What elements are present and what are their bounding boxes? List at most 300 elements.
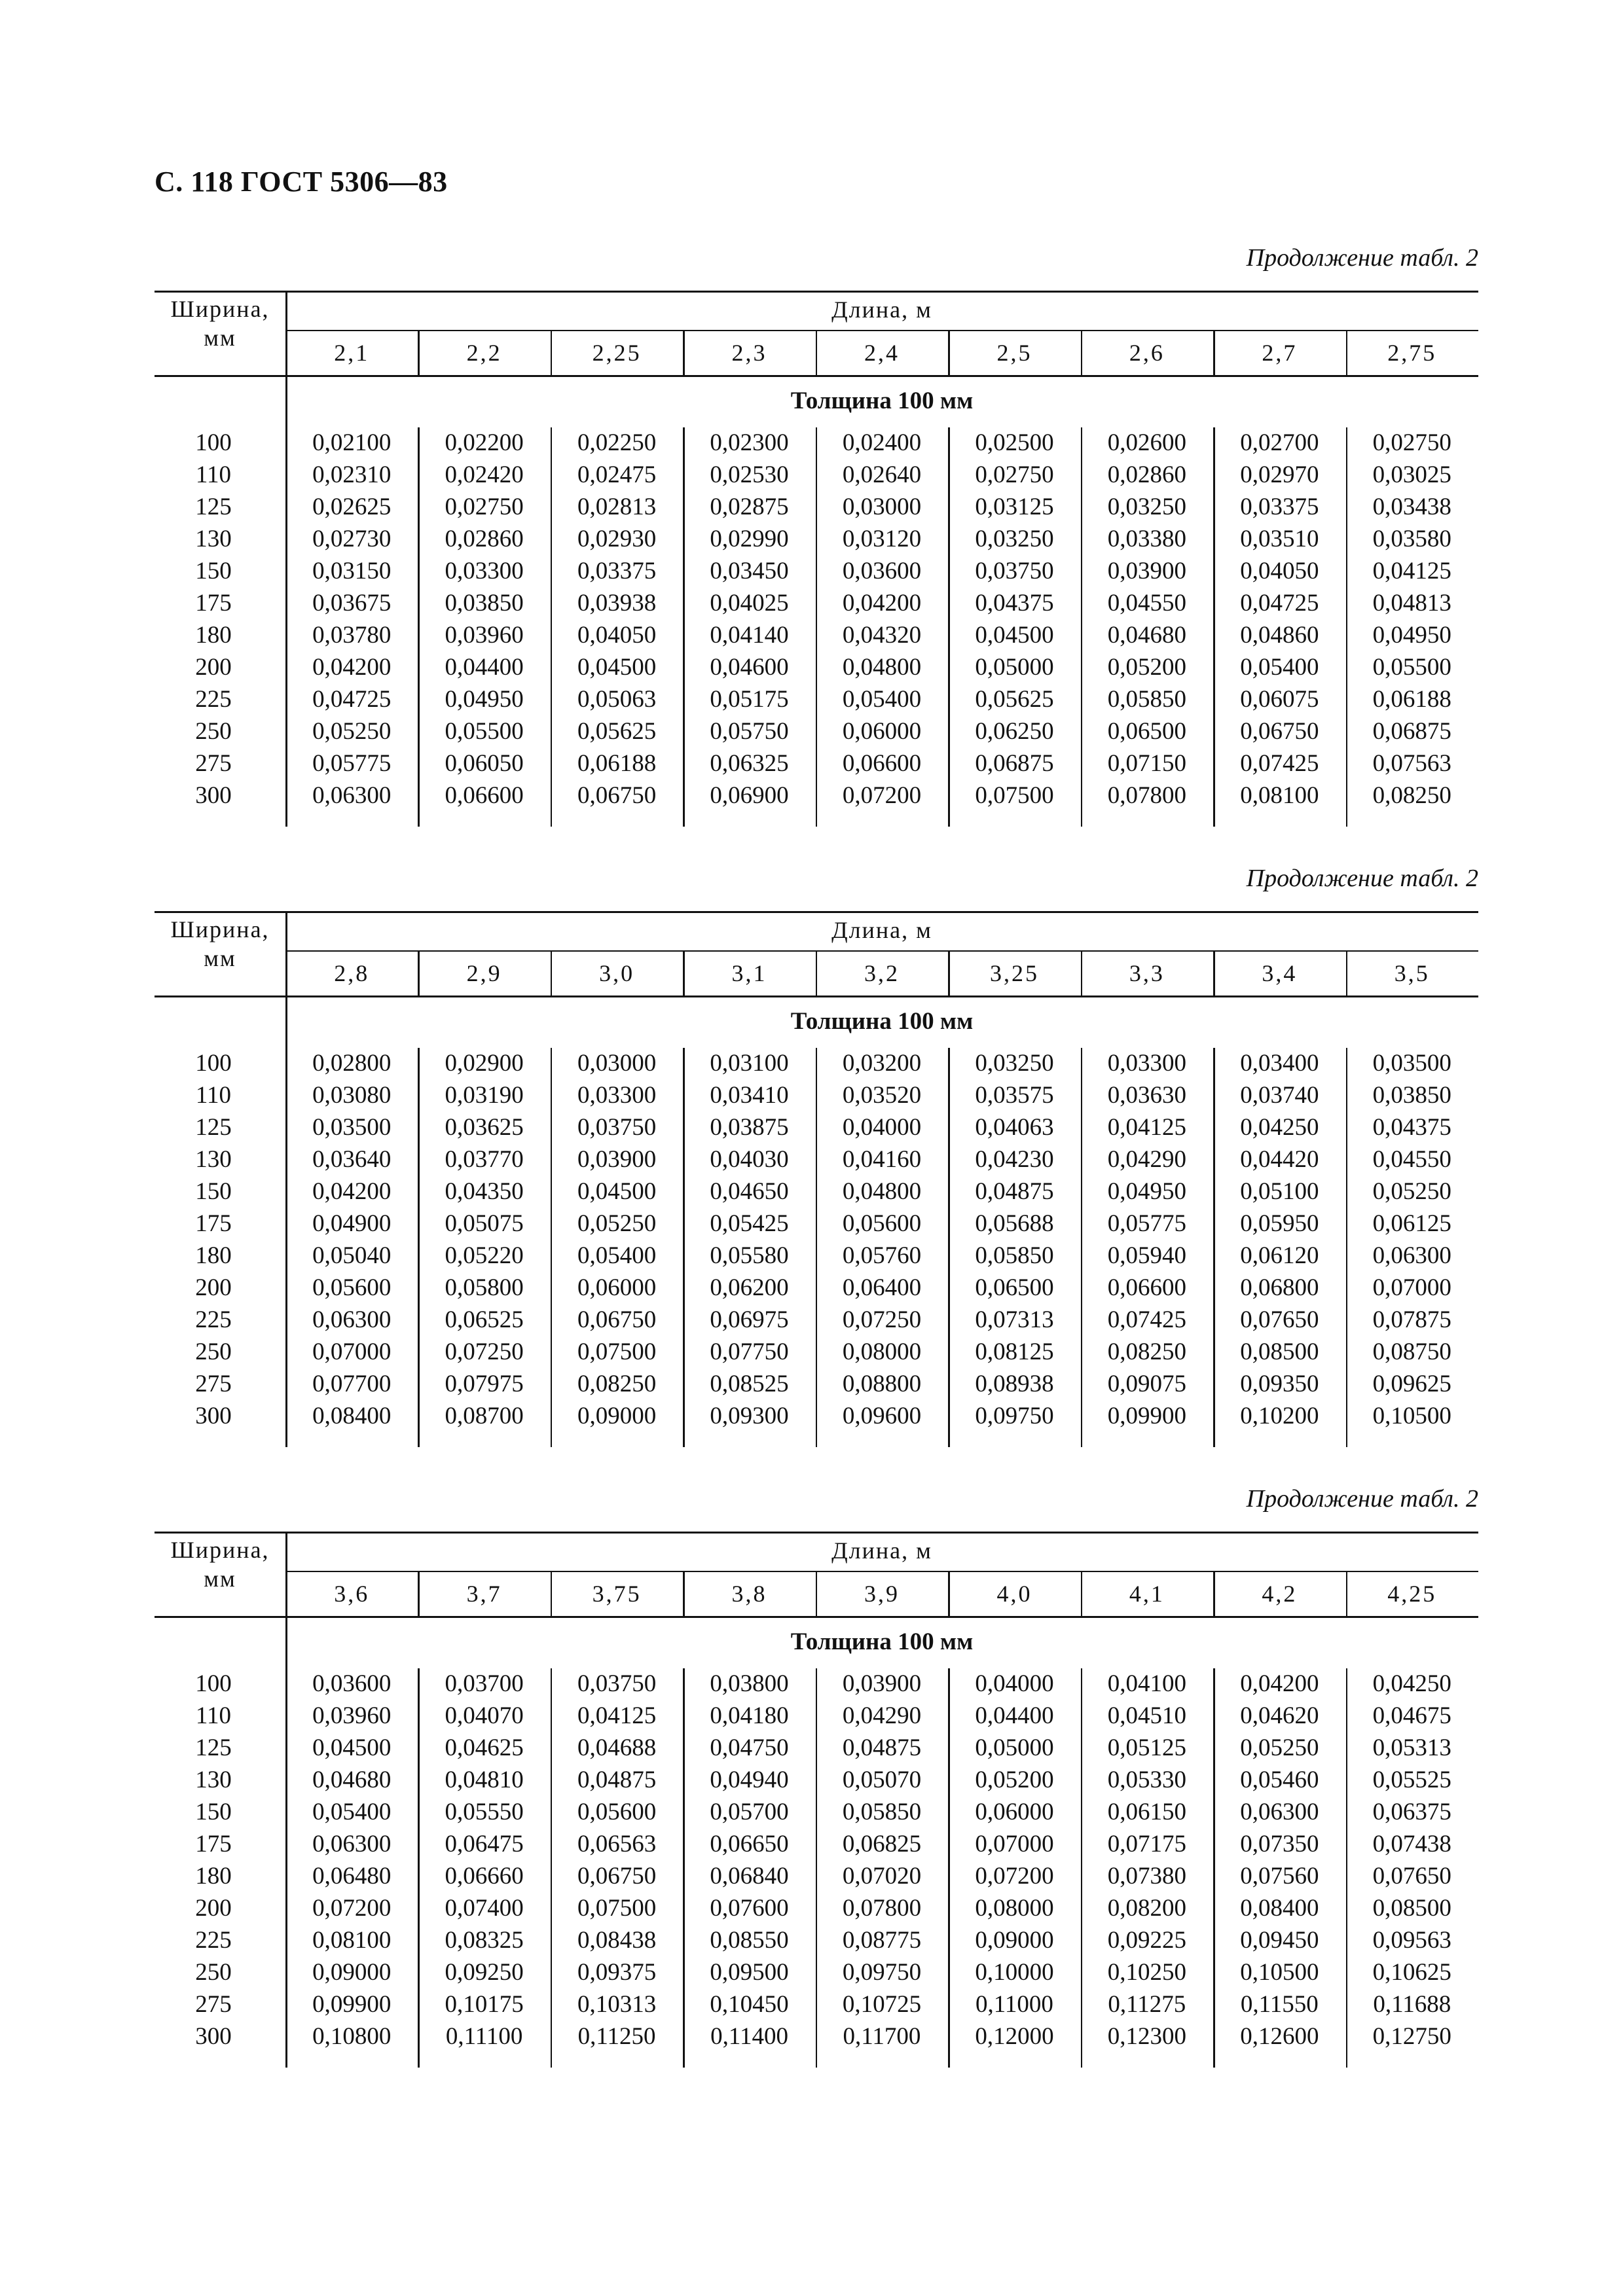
table-cell: 0,04030 [710, 1146, 789, 1173]
table-cell: 0,05175 [710, 686, 789, 713]
table-cell: 0,06600 [445, 782, 524, 809]
table-cell: 0,03960 [445, 622, 524, 649]
table-cell: 0,06750 [1240, 718, 1319, 745]
table-cell: 0,08000 [975, 1895, 1054, 1922]
row-label: 150 [195, 1799, 232, 1825]
table-cell: 0,04875 [577, 1767, 657, 1793]
table-cell: 0,05075 [445, 1210, 524, 1237]
row-label: 150 [195, 558, 232, 584]
table-cell: 0,08250 [1372, 782, 1451, 809]
table-cell: 0,03750 [577, 1670, 657, 1697]
table-cell: 0,08200 [1107, 1895, 1186, 1922]
table-cell: 0,09750 [842, 1959, 922, 1986]
table-cell: 0,03410 [710, 1082, 789, 1109]
table-cell: 0,04050 [577, 622, 657, 649]
data-table [155, 911, 1478, 1435]
column-header: 3,3 [1129, 960, 1165, 986]
table-cell: 0,07600 [710, 1895, 789, 1922]
table-cell: 0,04625 [445, 1734, 524, 1761]
table-cell: 0,05760 [842, 1242, 922, 1269]
table-cell: 0,02930 [577, 526, 657, 552]
table-cell: 0,04350 [445, 1178, 524, 1205]
table-top-rule [155, 291, 1478, 293]
table-cell: 0,04550 [1372, 1146, 1451, 1173]
column-header: 3,9 [864, 1581, 900, 1607]
table-cell: 0,12000 [975, 2023, 1054, 2050]
table-cell: 0,02250 [577, 429, 657, 456]
table-cell: 0,06000 [842, 718, 922, 745]
table-cell: 0,03780 [312, 622, 392, 649]
table-cell: 0,03960 [312, 1702, 392, 1729]
table-cell: 0,09375 [577, 1959, 657, 1986]
table-cell: 0,07560 [1240, 1863, 1319, 1890]
table-cell: 0,10175 [445, 1991, 524, 2018]
table-cell: 0,04813 [1372, 590, 1451, 617]
table-cell: 0,06500 [975, 1274, 1054, 1301]
table-cell: 0,08400 [1240, 1895, 1319, 1922]
table-cell: 0,03750 [577, 1114, 657, 1141]
table-cell: 0,09000 [577, 1403, 657, 1429]
table-cell: 0,08100 [312, 1927, 392, 1954]
table-cell: 0,12300 [1107, 2023, 1186, 2050]
table-cell: 0,09563 [1372, 1927, 1451, 1954]
row-label: 180 [195, 622, 232, 649]
table-cell: 0,04100 [1107, 1670, 1186, 1697]
table-cell: 0,05600 [842, 1210, 922, 1237]
table-cell: 0,03900 [1107, 558, 1186, 584]
table-cell: 0,04125 [577, 1702, 657, 1729]
column-header: 4,1 [1129, 1581, 1165, 1607]
length-header: Длина, м [831, 1537, 932, 1564]
column-header: 2,3 [731, 340, 767, 366]
table-cell: 0,04160 [842, 1146, 922, 1173]
table-cell: 0,12750 [1372, 2023, 1451, 2050]
table-cell: 0,06900 [710, 782, 789, 809]
row-label: 200 [195, 1274, 232, 1301]
table-cell: 0,08125 [975, 1338, 1054, 1365]
table-cell: 0,04650 [710, 1178, 789, 1205]
table-cell: 0,08400 [312, 1403, 392, 1429]
table-cell: 0,05250 [312, 718, 392, 745]
column-header: 2,25 [592, 340, 642, 366]
table-cell: 0,04200 [312, 654, 392, 681]
table-cell: 0,04550 [1107, 590, 1186, 617]
table-cell: 0,04025 [710, 590, 789, 617]
table-cell: 0,04950 [1372, 622, 1451, 649]
table-cell: 0,05775 [312, 750, 392, 777]
table-cell: 0,05600 [577, 1799, 657, 1825]
table-cell: 0,03025 [1372, 461, 1451, 488]
row-label: 275 [195, 750, 232, 777]
table-cell: 0,06475 [445, 1831, 524, 1857]
row-label: 175 [195, 1831, 232, 1857]
table-cell: 0,02900 [445, 1050, 524, 1077]
table-cell: 0,08000 [842, 1338, 922, 1365]
table-cell: 0,03900 [842, 1670, 922, 1697]
table-cell: 0,03900 [577, 1146, 657, 1173]
table-cell: 0,04140 [710, 622, 789, 649]
table-cell: 0,08100 [1240, 782, 1319, 809]
table-cell: 0,06300 [312, 1306, 392, 1333]
table-cell: 0,06525 [445, 1306, 524, 1333]
table-cell: 0,02530 [710, 461, 789, 488]
table-cell: 0,06125 [1372, 1210, 1451, 1237]
table-cell: 0,04860 [1240, 622, 1319, 649]
length-header-rule [285, 1571, 1478, 1572]
column-header: 3,5 [1394, 960, 1430, 986]
table-cell: 0,03850 [1372, 1082, 1451, 1109]
table-cell: 0,05750 [710, 718, 789, 745]
table-cell: 0,03500 [1372, 1050, 1451, 1077]
table-cell: 0,04680 [312, 1767, 392, 1793]
table-cell: 0,07200 [975, 1863, 1054, 1890]
row-label: 225 [195, 686, 232, 713]
table-cell: 0,04250 [1240, 1114, 1319, 1141]
row-label: 110 [195, 461, 232, 488]
column-header: 2,7 [1262, 340, 1298, 366]
table-cell: 0,07700 [312, 1371, 392, 1397]
table-cell: 0,05400 [842, 686, 922, 713]
table-cell: 0,06250 [975, 718, 1054, 745]
row-label: 130 [195, 526, 232, 552]
table-cell: 0,05200 [1107, 654, 1186, 681]
table-cell: 0,03600 [312, 1670, 392, 1697]
table-cell: 0,03625 [445, 1114, 524, 1141]
table-cell: 0,03750 [975, 558, 1054, 584]
table-cell: 0,05220 [445, 1242, 524, 1269]
table-cell: 0,07425 [1240, 750, 1319, 777]
table-cell: 0,06150 [1107, 1799, 1186, 1825]
table-cell: 0,06800 [1240, 1274, 1319, 1301]
table-cell: 0,03510 [1240, 526, 1319, 552]
table-cell: 0,06000 [975, 1799, 1054, 1825]
table-cell: 0,07875 [1372, 1306, 1451, 1333]
column-header: 4,0 [996, 1581, 1032, 1607]
table-cell: 0,05850 [1107, 686, 1186, 713]
table-cell: 0,04725 [312, 686, 392, 713]
table-cell: 0,11000 [975, 1991, 1053, 2018]
width-header: Ширина, мм [170, 916, 270, 971]
table-cell: 0,02813 [577, 493, 657, 520]
row-label: 130 [195, 1767, 232, 1793]
table-cell: 0,02875 [710, 493, 789, 520]
table-cell: 0,10725 [842, 1991, 922, 2018]
table-cell: 0,03375 [1240, 493, 1319, 520]
table-cell: 0,04250 [1372, 1670, 1451, 1697]
table-cell: 0,04400 [975, 1702, 1054, 1729]
table-cell: 0,03740 [1240, 1082, 1319, 1109]
table-cell: 0,05700 [710, 1799, 789, 1825]
table-cell: 0,09000 [312, 1959, 392, 1986]
table-cell: 0,10450 [710, 1991, 789, 2018]
continuation-caption: Продолжение табл. 2 [1246, 865, 1478, 892]
table-cell: 0,04050 [1240, 558, 1319, 584]
table-cell: 0,07500 [975, 782, 1054, 809]
table-cell: 0,08938 [975, 1371, 1054, 1397]
table-cell: 0,03575 [975, 1082, 1054, 1109]
table-cell: 0,06825 [842, 1831, 922, 1857]
table-cell: 0,02400 [842, 429, 922, 456]
table-cell: 0,08500 [1372, 1895, 1451, 1922]
continuation-caption: Продолжение табл. 2 [1246, 1485, 1478, 1513]
table-cell: 0,05063 [577, 686, 657, 713]
table-cell: 0,06750 [577, 782, 657, 809]
table-cell: 0,08775 [842, 1927, 922, 1954]
table-cell: 0,03125 [975, 493, 1054, 520]
table-cell: 0,05500 [445, 718, 524, 745]
column-header: 2,9 [466, 960, 502, 986]
table-cell: 0,03500 [312, 1114, 392, 1141]
table-cell: 0,08800 [842, 1371, 922, 1397]
table-cell: 0,07250 [842, 1306, 922, 1333]
table-cell: 0,11550 [1240, 1991, 1319, 2018]
table-cell: 0,05400 [577, 1242, 657, 1269]
table-cell: 0,04290 [842, 1702, 922, 1729]
table-cell: 0,06750 [577, 1306, 657, 1333]
table-cell: 0,05200 [975, 1767, 1054, 1793]
table-cell: 0,03300 [445, 558, 524, 584]
table-cell: 0,04688 [577, 1734, 657, 1761]
table-cell: 0,07438 [1372, 1831, 1451, 1857]
table-cell: 0,03675 [312, 590, 392, 617]
table-cell: 0,04500 [577, 1178, 657, 1205]
table-cell: 0,04500 [577, 654, 657, 681]
table-cell: 0,02860 [1107, 461, 1186, 488]
header-bottom-rule [155, 1616, 1478, 1618]
table-cell: 0,05460 [1240, 1767, 1319, 1793]
table-cell: 0,04125 [1372, 558, 1451, 584]
table-cell: 0,03250 [1107, 493, 1186, 520]
table-cell: 0,06660 [445, 1863, 524, 1890]
table-cell: 0,07800 [1107, 782, 1186, 809]
table-cell: 0,06075 [1240, 686, 1319, 713]
table-cell: 0,12600 [1240, 2023, 1319, 2050]
table-cell: 0,06875 [975, 750, 1054, 777]
table-cell: 0,04230 [975, 1146, 1054, 1173]
table-cell: 0,07750 [710, 1338, 789, 1365]
row-label: 200 [195, 1895, 232, 1922]
table-cell: 0,05250 [577, 1210, 657, 1237]
table-top-rule [155, 911, 1478, 913]
table-cell: 0,06975 [710, 1306, 789, 1333]
table-cell: 0,05600 [312, 1274, 392, 1301]
row-label: 130 [195, 1146, 232, 1173]
table-cell: 0,06840 [710, 1863, 789, 1890]
table-cell: 0,02700 [1240, 429, 1319, 456]
column-header: 2,4 [864, 340, 900, 366]
table-cell: 0,03190 [445, 1082, 524, 1109]
column-header: 2,1 [334, 340, 370, 366]
table-cell: 0,07175 [1107, 1831, 1186, 1857]
table-cell: 0,07000 [312, 1338, 392, 1365]
table-cell: 0,07150 [1107, 750, 1186, 777]
row-label: 125 [195, 1114, 232, 1141]
table-cell: 0,05800 [445, 1274, 524, 1301]
table-cell: 0,04600 [710, 654, 789, 681]
table-cell: 0,09450 [1240, 1927, 1319, 1954]
table-cell: 0,02600 [1107, 429, 1186, 456]
table-cell: 0,10500 [1372, 1403, 1451, 1429]
table-cell: 0,10625 [1372, 1959, 1451, 1986]
table-cell: 0,03120 [842, 526, 922, 552]
table-cell: 0,06400 [842, 1274, 922, 1301]
table-cell: 0,07425 [1107, 1306, 1186, 1333]
table-cell: 0,04200 [1240, 1670, 1319, 1697]
row-label: 200 [195, 654, 232, 681]
table-cell: 0,04375 [975, 590, 1054, 617]
table-cell: 0,03250 [975, 1050, 1054, 1077]
table-cell: 0,10000 [975, 1959, 1054, 1986]
row-label: 150 [195, 1178, 232, 1205]
data-table [155, 291, 1478, 814]
table-cell: 0,04810 [445, 1767, 524, 1793]
table-cell: 0,03800 [710, 1670, 789, 1697]
table-cell: 0,07650 [1240, 1306, 1319, 1333]
row-label: 100 [195, 1050, 232, 1077]
table-cell: 0,03850 [445, 590, 524, 617]
column-header: 4,25 [1387, 1581, 1437, 1607]
table-cell: 0,06300 [312, 1831, 392, 1857]
table-cell: 0,02100 [312, 429, 392, 456]
continuation-caption: Продолжение табл. 2 [1246, 244, 1478, 272]
column-header: 3,2 [864, 960, 900, 986]
table-cell: 0,03375 [577, 558, 657, 584]
table-cell: 0,03630 [1107, 1082, 1186, 1109]
table-cell: 0,05950 [1240, 1210, 1319, 1237]
table-cell: 0,04750 [710, 1734, 789, 1761]
row-label: 175 [195, 590, 232, 617]
table-cell: 0,04620 [1240, 1702, 1319, 1729]
row-label: 100 [195, 1670, 232, 1697]
thickness-label: Толщина 100 мм [790, 387, 974, 414]
table-cell: 0,07200 [842, 782, 922, 809]
column-header: 4,2 [1262, 1581, 1298, 1607]
length-header-rule [285, 330, 1478, 331]
table-cell: 0,08500 [1240, 1338, 1319, 1365]
table-cell: 0,05100 [1240, 1178, 1319, 1205]
table-cell: 0,07313 [975, 1306, 1054, 1333]
table-cell: 0,04290 [1107, 1146, 1186, 1173]
table-cell: 0,04875 [975, 1178, 1054, 1205]
table-cell: 0,04940 [710, 1767, 789, 1793]
table-cell: 0,09300 [710, 1403, 789, 1429]
table-cell: 0,05400 [312, 1799, 392, 1825]
table-cell: 0,03000 [577, 1050, 657, 1077]
row-label: 110 [195, 1702, 232, 1729]
table-cell: 0,02200 [445, 429, 524, 456]
row-label: 250 [195, 1959, 232, 1986]
table-cell: 0,05500 [1372, 654, 1451, 681]
table-cell: 0,11688 [1373, 1991, 1451, 2018]
row-label: 225 [195, 1927, 232, 1954]
table-cell: 0,06750 [577, 1863, 657, 1890]
table-cell: 0,06375 [1372, 1799, 1451, 1825]
table-cell: 0,05688 [975, 1210, 1054, 1237]
table-cell: 0,04800 [842, 654, 922, 681]
table-cell: 0,05425 [710, 1210, 789, 1237]
table-cell: 0,08438 [577, 1927, 657, 1954]
column-header: 2,75 [1387, 340, 1437, 366]
table-cell: 0,05000 [975, 1734, 1054, 1761]
row-label: 300 [195, 1403, 232, 1429]
table-cell: 0,06120 [1240, 1242, 1319, 1269]
table-cell: 0,07350 [1240, 1831, 1319, 1857]
table-cell: 0,05625 [975, 686, 1054, 713]
row-label: 180 [195, 1863, 232, 1890]
table-cell: 0,02640 [842, 461, 922, 488]
table-cell: 0,09000 [975, 1927, 1054, 1954]
table-cell: 0,03438 [1372, 493, 1451, 520]
table-cell: 0,11250 [577, 2023, 656, 2050]
table-cell: 0,09350 [1240, 1371, 1319, 1397]
table-cell: 0,04125 [1107, 1114, 1186, 1141]
table-cell: 0,05313 [1372, 1734, 1451, 1761]
row-label: 225 [195, 1306, 232, 1333]
table-cell: 0,02990 [710, 526, 789, 552]
length-header-rule [285, 950, 1478, 952]
table-cell: 0,06500 [1107, 718, 1186, 745]
table-cell: 0,03938 [577, 590, 657, 617]
table-cell: 0,05580 [710, 1242, 789, 1269]
table-cell: 0,02300 [710, 429, 789, 456]
table-cell: 0,03150 [312, 558, 392, 584]
table-cell: 0,05625 [577, 718, 657, 745]
table-cell: 0,07650 [1372, 1863, 1451, 1890]
table-cell: 0,04950 [1107, 1178, 1186, 1205]
table-cell: 0,04000 [975, 1670, 1054, 1697]
table-cell: 0,11400 [710, 2023, 788, 2050]
column-header: 3,0 [599, 960, 635, 986]
column-header: 2,2 [466, 340, 502, 366]
table-top-rule [155, 1532, 1478, 1534]
table-cell: 0,06300 [312, 782, 392, 809]
table-cell: 0,04420 [1240, 1146, 1319, 1173]
table-cell: 0,02420 [445, 461, 524, 488]
table-cell: 0,03520 [842, 1082, 922, 1109]
column-header: 2,8 [334, 960, 370, 986]
table-cell: 0,08250 [577, 1371, 657, 1397]
table-cell: 0,08325 [445, 1927, 524, 1954]
table-cell: 0,03770 [445, 1146, 524, 1173]
table-cell: 0,05330 [1107, 1767, 1186, 1793]
table-cell: 0,04200 [312, 1178, 392, 1205]
table-cell: 0,07400 [445, 1895, 524, 1922]
table-cell: 0,04400 [445, 654, 524, 681]
table-cell: 0,03700 [445, 1670, 524, 1697]
table-cell: 0,04000 [842, 1114, 922, 1141]
row-label: 275 [195, 1991, 232, 2018]
table-cell: 0,04200 [842, 590, 922, 617]
column-header: 3,7 [466, 1581, 502, 1607]
table-cell: 0,10800 [312, 2023, 392, 2050]
table-cell: 0,04500 [975, 622, 1054, 649]
table-cell: 0,05850 [975, 1242, 1054, 1269]
table-cell: 0,06563 [577, 1831, 657, 1857]
table-cell: 0,03580 [1372, 526, 1451, 552]
table-cell: 0,09900 [1107, 1403, 1186, 1429]
table-cell: 0,02310 [312, 461, 392, 488]
table-cell: 0,09750 [975, 1403, 1054, 1429]
row-label: 300 [195, 782, 232, 809]
table-cell: 0,05250 [1372, 1178, 1451, 1205]
table-cell: 0,07800 [842, 1895, 922, 1922]
row-label: 250 [195, 718, 232, 745]
table-cell: 0,02750 [445, 493, 524, 520]
table-cell: 0,07563 [1372, 750, 1451, 777]
table-cell: 0,11275 [1108, 1991, 1186, 2018]
table-cell: 0,03400 [1240, 1050, 1319, 1077]
table-cell: 0,06188 [577, 750, 657, 777]
